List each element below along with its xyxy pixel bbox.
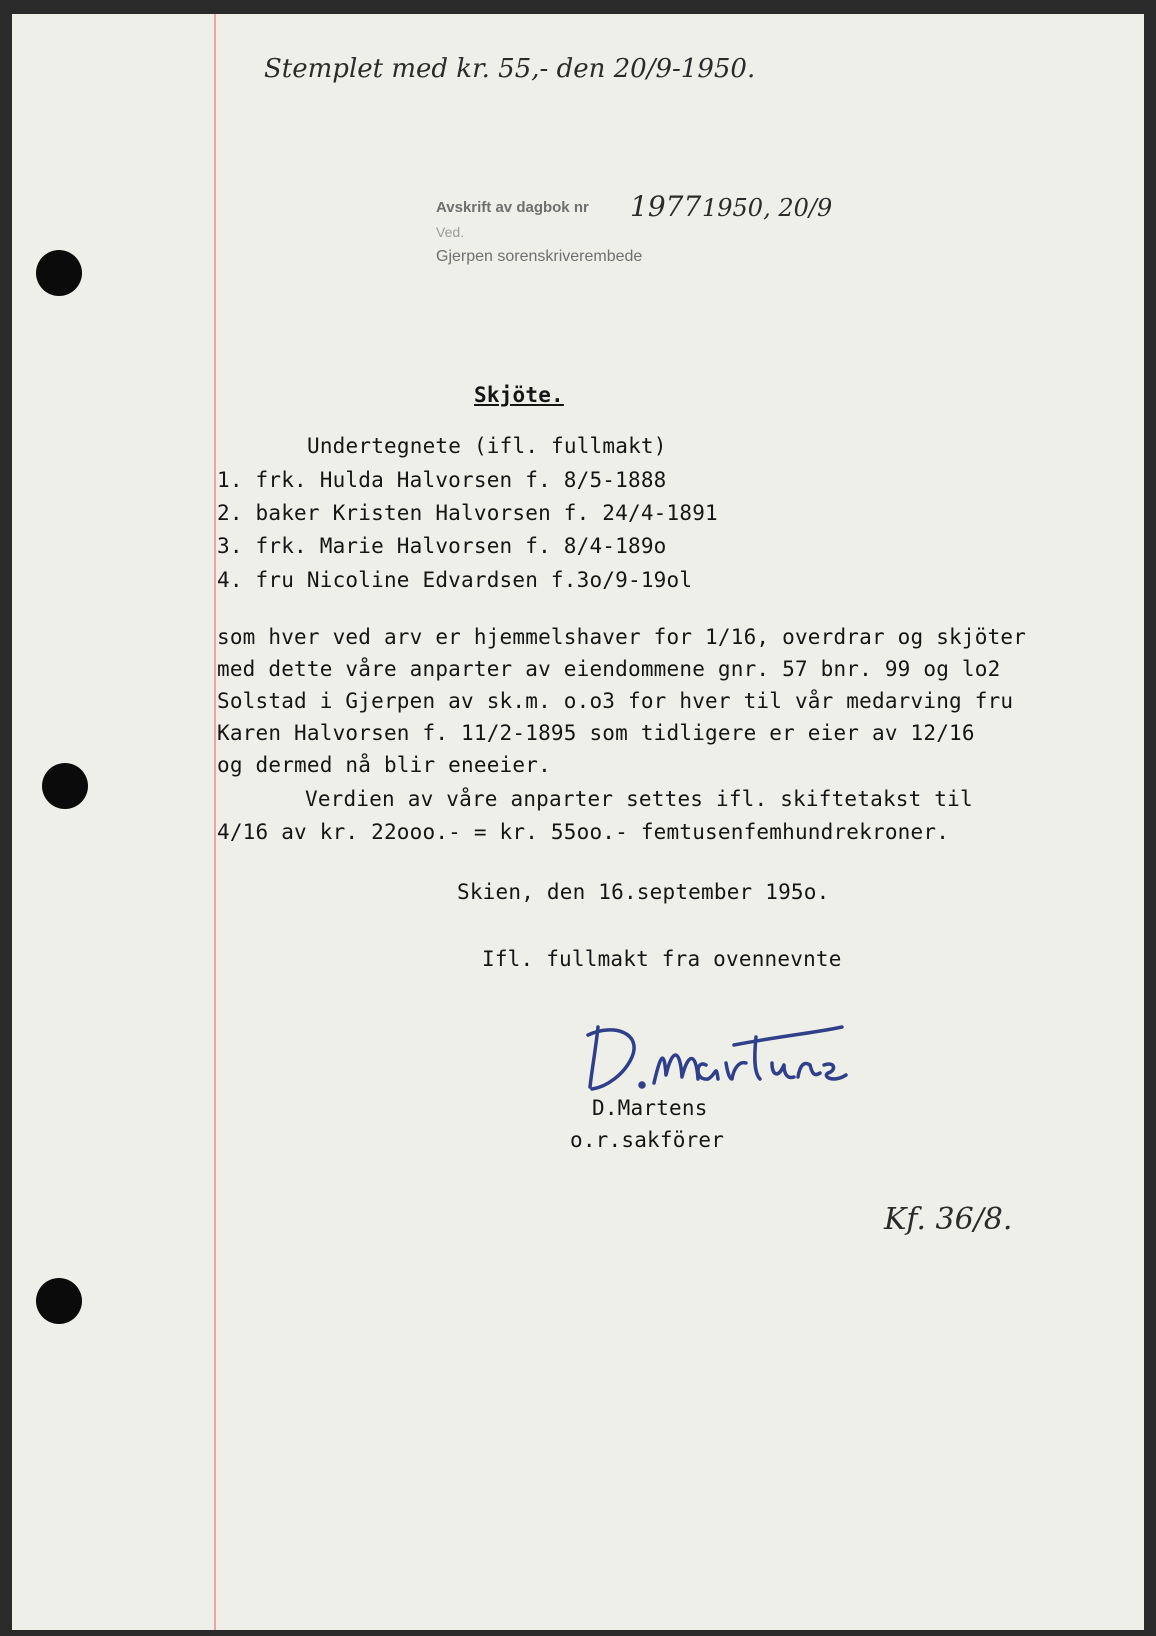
stamp-line1-label: Avskrift av dagbok nr bbox=[436, 199, 589, 216]
body-line-2: med dette våre anparter av eiendommene gnr. 57 bnr. 99 og lo2 bbox=[217, 657, 1001, 681]
signatory-3: 3. frk. Marie Halvorsen f. 8/4-189o bbox=[217, 534, 667, 558]
punch-hole bbox=[36, 1278, 82, 1324]
body-line-5: og dermed nå blir eneeier. bbox=[217, 753, 551, 777]
signatory-1: 1. frk. Hulda Halvorsen f. 8/5-1888 bbox=[217, 468, 667, 492]
margin-line bbox=[214, 14, 216, 1630]
body-line-1: som hver ved arv er hjemmelshaver for 1/16, overdrar og skjöter bbox=[217, 625, 1027, 649]
intro-line: Undertegnete (ifl. fullmakt) bbox=[307, 434, 667, 458]
body-line-7: 4/16 av kr. 22ooo.- = kr. 55oo.- femtusenfemhundrekroner. bbox=[217, 820, 950, 844]
document-page bbox=[12, 14, 1144, 1630]
header-note: Stemplet med kr. 55,- den 20/9-1950. bbox=[264, 54, 756, 84]
stamp-date: 1950, 20/9 bbox=[702, 194, 833, 222]
handwritten-signature bbox=[584, 1017, 854, 1101]
authority-line: Ifl. fullmakt fra ovennevnte bbox=[482, 947, 842, 971]
signatory-2: 2. baker Kristen Halvorsen f. 24/4-1891 bbox=[217, 501, 718, 525]
bottom-note: Kf. 36/8. bbox=[884, 1202, 1013, 1237]
signer-name: D.Martens bbox=[592, 1096, 708, 1120]
signatory-4: 4. fru Nicoline Edvardsen f.3o/9-19ol bbox=[217, 568, 693, 592]
body-line-4: Karen Halvorsen f. 11/2-1895 som tidligere er eier av 12/16 bbox=[217, 721, 975, 745]
signer-title: o.r.sakförer bbox=[570, 1128, 725, 1152]
stamp-line3: Gjerpen sorenskriverembede bbox=[436, 248, 643, 265]
stamp-line2: Ved. bbox=[436, 224, 465, 240]
stamp-number: 1977 bbox=[630, 190, 702, 223]
place-date: Skien, den 16.september 195o. bbox=[457, 880, 830, 904]
document-title: Skjöte. bbox=[474, 383, 564, 407]
punch-hole bbox=[36, 250, 82, 296]
body-line-6: Verdien av våre anparter settes ifl. skiftetakst til bbox=[305, 787, 973, 811]
body-line-3: Solstad i Gjerpen av sk.m. o.o3 for hver til vår medarving fru bbox=[217, 689, 1014, 713]
punch-hole bbox=[42, 763, 88, 809]
